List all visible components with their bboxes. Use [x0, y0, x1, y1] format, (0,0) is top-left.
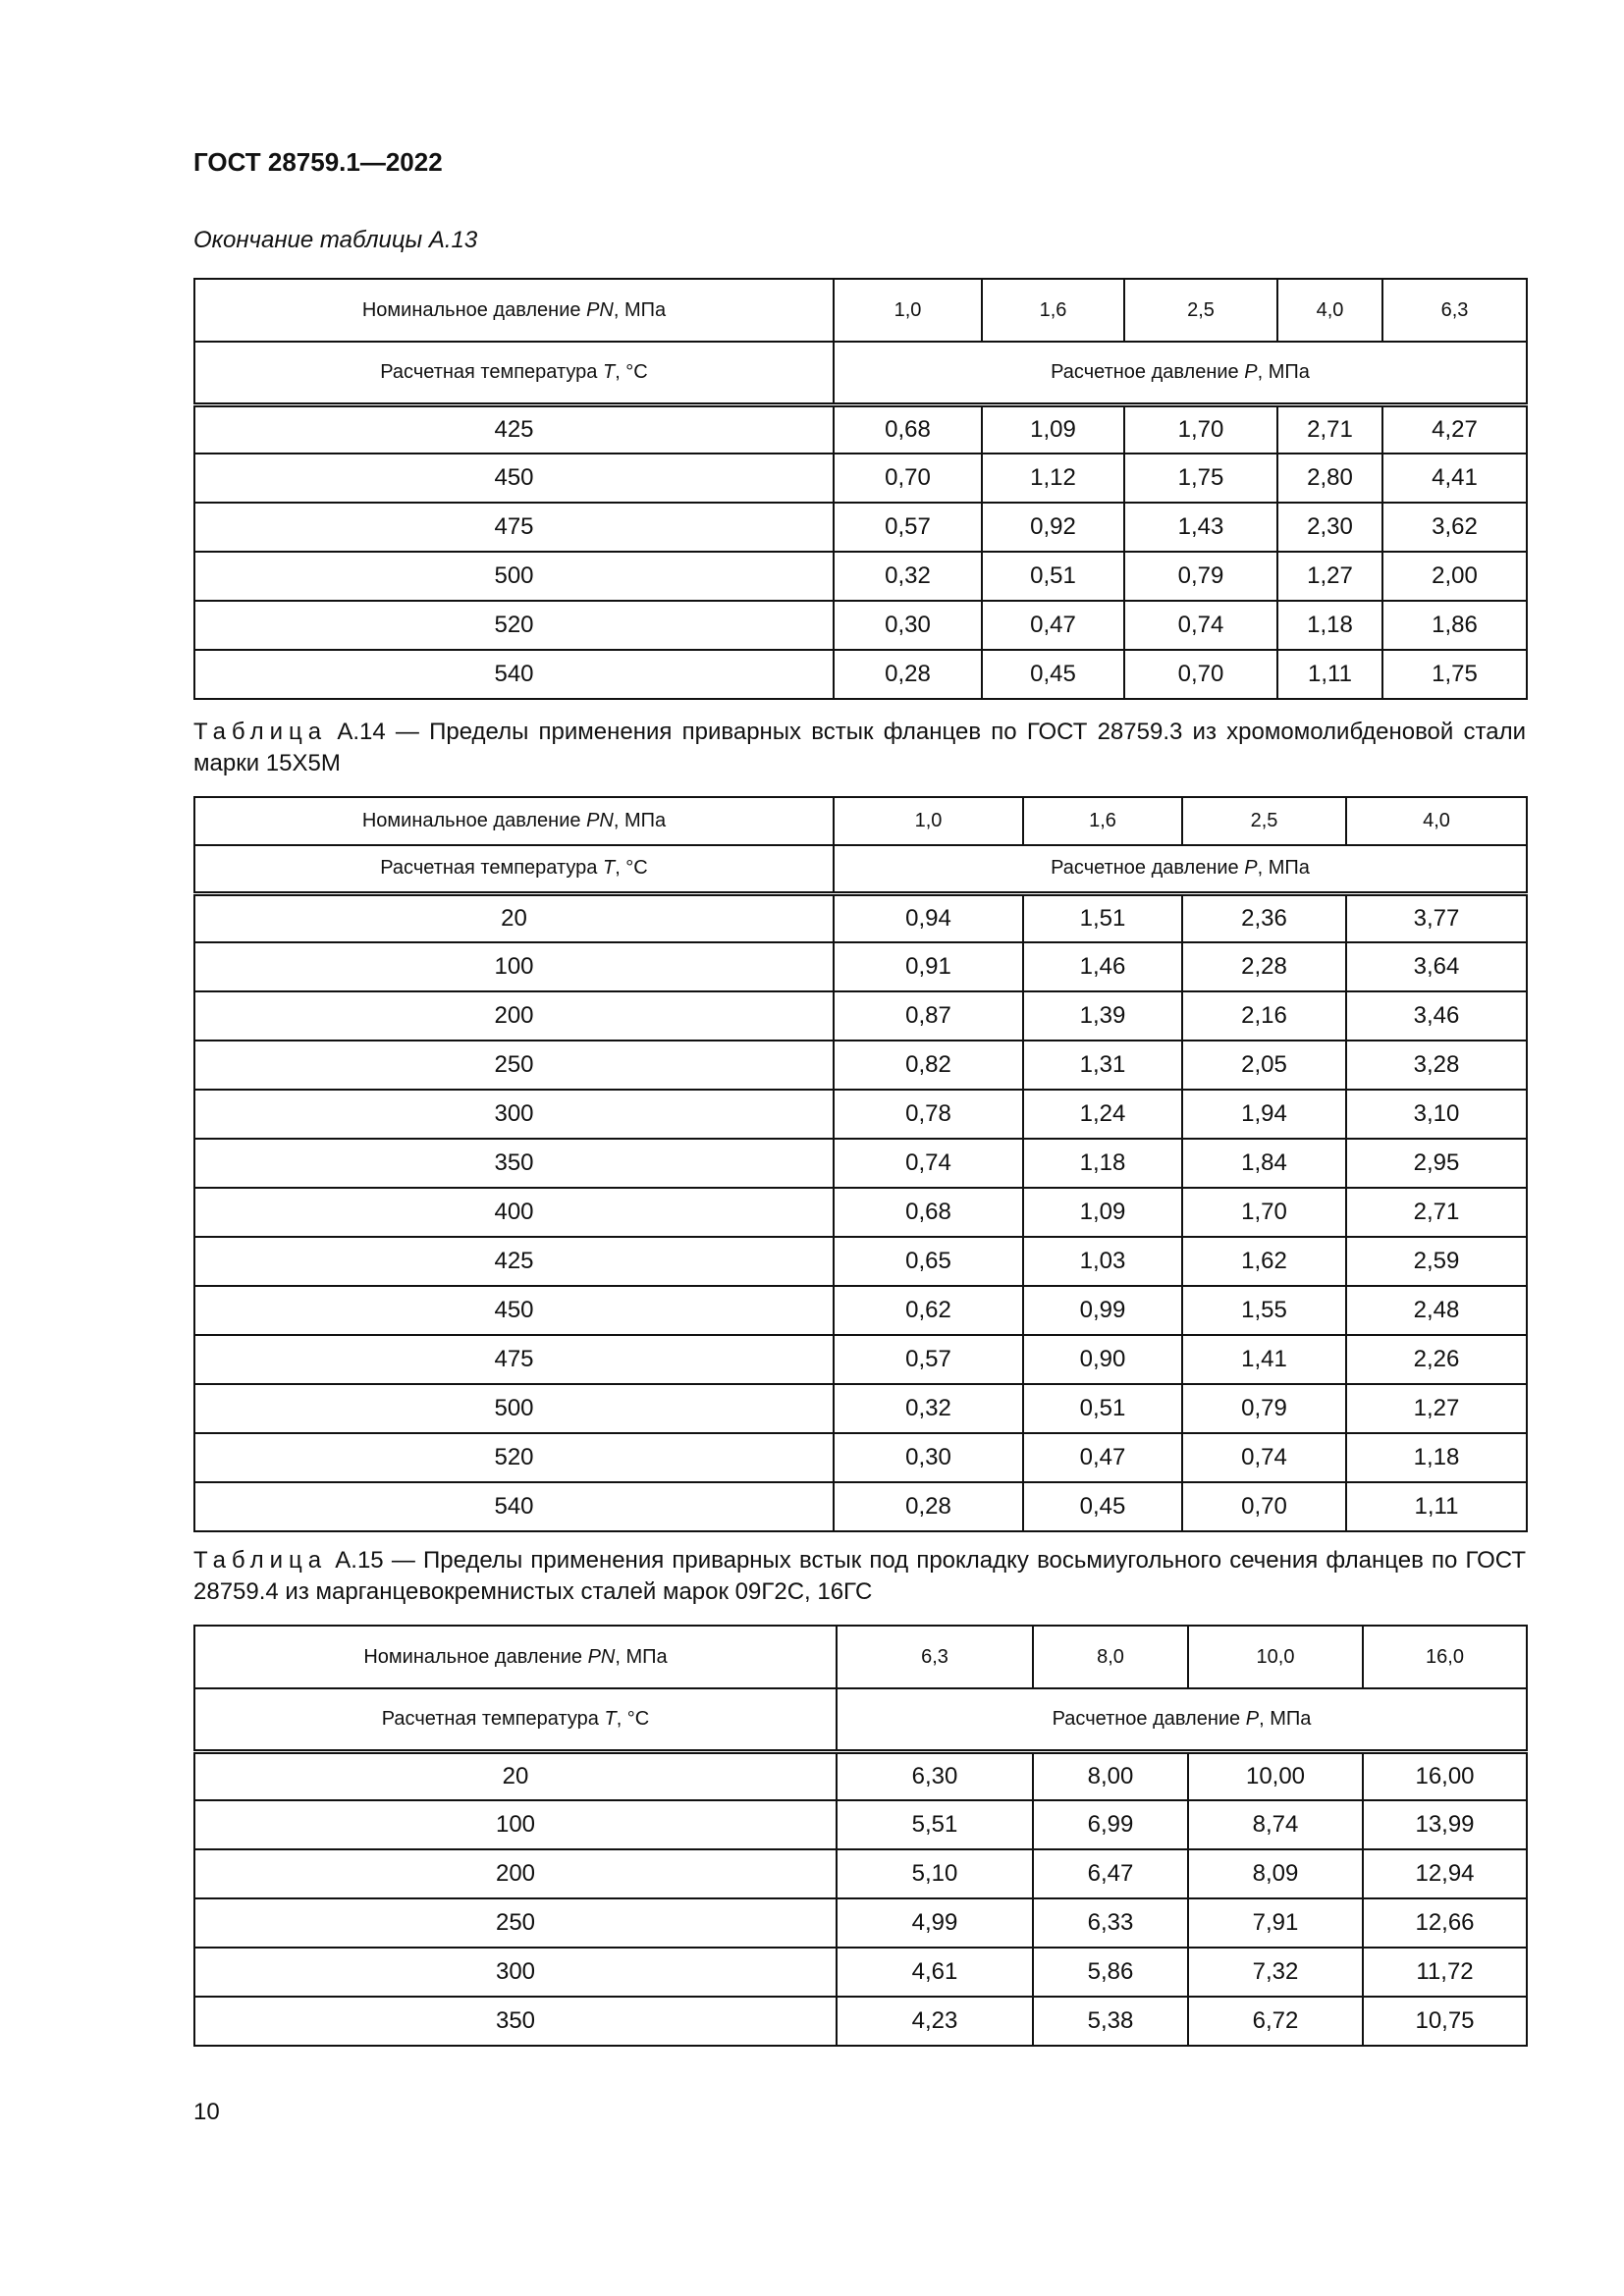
pressure-label-cell: Расчетное давление P, МПа: [834, 845, 1527, 893]
pressure-cell: 3,10: [1346, 1090, 1527, 1139]
pressure-cell: 2,71: [1346, 1188, 1527, 1237]
pressure-cell: 16,00: [1363, 1751, 1527, 1800]
pressure-cell: 0,74: [1124, 601, 1277, 650]
page-number: 10: [193, 2099, 220, 2125]
pressure-cell: 3,77: [1346, 893, 1527, 942]
pressure-cell: 2,16: [1182, 991, 1346, 1041]
pressure-cell: 10,75: [1363, 1997, 1527, 2046]
pressure-cell: 1,84: [1182, 1139, 1346, 1188]
table-row: [194, 650, 1527, 699]
temperature-cell: 200: [194, 1849, 837, 1898]
pressure-cell: 1,12: [982, 454, 1124, 503]
pn-value-cell: 1,0: [834, 797, 1023, 845]
table-row: [194, 601, 1527, 650]
pressure-cell: 12,66: [1363, 1898, 1527, 1948]
pressure-cell: 5,38: [1033, 1997, 1188, 2046]
document-code: ГОСТ 28759.1—2022: [193, 147, 443, 177]
pressure-cell: 1,18: [1023, 1139, 1182, 1188]
temperature-header-row: [194, 342, 1527, 404]
pressure-cell: 4,99: [837, 1898, 1033, 1948]
pressure-cell: 2,95: [1346, 1139, 1527, 1188]
pressure-cell: 1,09: [982, 404, 1124, 454]
table-row: [194, 1090, 1527, 1139]
pressure-cell: 0,74: [834, 1139, 1023, 1188]
temperature-cell: 540: [194, 1482, 834, 1531]
pressure-cell: 1,31: [1023, 1041, 1182, 1090]
temperature-cell: 100: [194, 1800, 837, 1849]
table-row: [194, 1751, 1527, 1800]
temperature-cell: 450: [194, 454, 834, 503]
pressure-cell: 0,65: [834, 1237, 1023, 1286]
table-row: [194, 1849, 1527, 1898]
pressure-cell: 8,09: [1188, 1849, 1363, 1898]
table-row: [194, 1188, 1527, 1237]
pressure-cell: 0,45: [982, 650, 1124, 699]
table-a14-caption: Таблица А.14 — Пределы применения приварных встык фланцев по ГОСТ 28759.3 из хромомолибденовой стали марки 15Х5М: [193, 719, 1526, 776]
pressure-cell: 0,30: [834, 1433, 1023, 1482]
temperature-cell: 500: [194, 1384, 834, 1433]
pressure-cell: 4,23: [837, 1997, 1033, 2046]
pressure-cell: 1,43: [1124, 503, 1277, 552]
pressure-cell: 2,30: [1277, 503, 1382, 552]
pressure-label-cell: Расчетное давление P, МПа: [834, 342, 1527, 404]
temperature-cell: 200: [194, 991, 834, 1041]
pressure-cell: 3,28: [1346, 1041, 1527, 1090]
pressure-cell: 0,32: [834, 1384, 1023, 1433]
pressure-cell: 6,99: [1033, 1800, 1188, 1849]
pn-value-cell: 1,6: [982, 279, 1124, 342]
pn-value-cell: 2,5: [1182, 797, 1346, 845]
pressure-cell: 0,90: [1023, 1335, 1182, 1384]
pressure-cell: 0,30: [834, 601, 982, 650]
pressure-cell: 4,61: [837, 1948, 1033, 1997]
pn-label-cell: Номинальное давление PN, МПа: [194, 797, 834, 845]
temperature-cell: 400: [194, 1188, 834, 1237]
pressure-cell: 0,78: [834, 1090, 1023, 1139]
pressure-cell: 0,91: [834, 942, 1023, 991]
pressure-cell: 1,27: [1277, 552, 1382, 601]
pressure-cell: 8,74: [1188, 1800, 1363, 1849]
temperature-header-row: [194, 1688, 1527, 1751]
pressure-cell: 0,68: [834, 1188, 1023, 1237]
pressure-cell: 1,75: [1382, 650, 1527, 699]
pressure-cell: 1,11: [1277, 650, 1382, 699]
pn-value-cell: 4,0: [1277, 279, 1382, 342]
pressure-cell: 1,55: [1182, 1286, 1346, 1335]
table-row: [194, 893, 1527, 942]
pressure-cell: 3,46: [1346, 991, 1527, 1041]
pn-label-cell: Номинальное давление PN, МПа: [194, 1626, 837, 1688]
pressure-cell: 1,46: [1023, 942, 1182, 991]
table-row: [194, 552, 1527, 601]
table-a13: [193, 278, 1528, 700]
pressure-cell: 6,33: [1033, 1898, 1188, 1948]
pressure-cell: 0,70: [1124, 650, 1277, 699]
pressure-cell: 2,48: [1346, 1286, 1527, 1335]
pressure-cell: 0,94: [834, 893, 1023, 942]
pressure-cell: 1,51: [1023, 893, 1182, 942]
temperature-label-cell: Расчетная температура T, °С: [194, 845, 834, 893]
pressure-cell: 1,70: [1124, 404, 1277, 454]
pressure-cell: 0,74: [1182, 1433, 1346, 1482]
temperature-cell: 475: [194, 1335, 834, 1384]
pn-header-row: [194, 279, 1527, 342]
temperature-cell: 350: [194, 1997, 837, 2046]
temperature-cell: 450: [194, 1286, 834, 1335]
pressure-cell: 11,72: [1363, 1948, 1527, 1997]
table-row: [194, 1997, 1527, 2046]
pressure-cell: 0,47: [1023, 1433, 1182, 1482]
pressure-cell: 1,11: [1346, 1482, 1527, 1531]
pressure-cell: 0,28: [834, 1482, 1023, 1531]
table-row: [194, 1237, 1527, 1286]
pressure-cell: 1,24: [1023, 1090, 1182, 1139]
table-row: [194, 404, 1527, 454]
pressure-cell: 0,92: [982, 503, 1124, 552]
temperature-header-row: [194, 845, 1527, 893]
pressure-cell: 5,86: [1033, 1948, 1188, 1997]
table-row: [194, 1384, 1527, 1433]
pressure-cell: 0,45: [1023, 1482, 1182, 1531]
table-row: [194, 1898, 1527, 1948]
pressure-cell: 7,91: [1188, 1898, 1363, 1948]
temperature-label-cell: Расчетная температура T, °С: [194, 1688, 837, 1751]
pressure-cell: 4,27: [1382, 404, 1527, 454]
table-a15: [193, 1625, 1528, 2047]
table-row: [194, 454, 1527, 503]
temperature-cell: 250: [194, 1898, 837, 1948]
pressure-cell: 8,00: [1033, 1751, 1188, 1800]
pressure-cell: 1,39: [1023, 991, 1182, 1041]
pressure-cell: 0,57: [834, 1335, 1023, 1384]
pressure-cell: 1,41: [1182, 1335, 1346, 1384]
pressure-cell: 3,62: [1382, 503, 1527, 552]
temperature-cell: 500: [194, 552, 834, 601]
pressure-cell: 2,00: [1382, 552, 1527, 601]
pressure-cell: 5,10: [837, 1849, 1033, 1898]
pressure-cell: 0,79: [1182, 1384, 1346, 1433]
pressure-cell: 0,82: [834, 1041, 1023, 1090]
pressure-cell: 0,28: [834, 650, 982, 699]
pressure-cell: 4,41: [1382, 454, 1527, 503]
pn-value-cell: 8,0: [1033, 1626, 1188, 1688]
pressure-cell: 1,70: [1182, 1188, 1346, 1237]
table-row: [194, 503, 1527, 552]
pressure-cell: 0,51: [1023, 1384, 1182, 1433]
table-row: [194, 1482, 1527, 1531]
pressure-cell: 1,86: [1382, 601, 1527, 650]
temperature-cell: 300: [194, 1090, 834, 1139]
pressure-cell: 0,87: [834, 991, 1023, 1041]
pressure-cell: 0,51: [982, 552, 1124, 601]
pressure-cell: 7,32: [1188, 1948, 1363, 1997]
pressure-cell: 5,51: [837, 1800, 1033, 1849]
pn-header-row: [194, 797, 1527, 845]
pressure-cell: 1,62: [1182, 1237, 1346, 1286]
table-a15-caption: Таблица А.15 — Пределы применения приварных встык под прокладку восьмиугольного сечения фланцев по ГОСТ 28759.4 из марганцевокремнистых сталей марок 09Г2С, 16ГС: [193, 1547, 1527, 1605]
pn-value-cell: 6,3: [837, 1626, 1033, 1688]
pressure-cell: 12,94: [1363, 1849, 1527, 1898]
table-row: [194, 1433, 1527, 1482]
pn-value-cell: 2,5: [1124, 279, 1277, 342]
temperature-cell: 20: [194, 893, 834, 942]
pressure-cell: 1,03: [1023, 1237, 1182, 1286]
temperature-cell: 425: [194, 1237, 834, 1286]
pressure-cell: 2,80: [1277, 454, 1382, 503]
pn-label-cell: Номинальное давление PN, МПа: [194, 279, 834, 342]
pressure-label-cell: Расчетное давление P, МПа: [837, 1688, 1527, 1751]
temperature-cell: 250: [194, 1041, 834, 1090]
temperature-cell: 425: [194, 404, 834, 454]
temperature-cell: 300: [194, 1948, 837, 1997]
pn-value-cell: 6,3: [1382, 279, 1527, 342]
pressure-cell: 0,79: [1124, 552, 1277, 601]
table-row: [194, 1041, 1527, 1090]
table-a13-caption: Окончание таблицы А.13: [193, 227, 478, 253]
pressure-cell: 0,70: [1182, 1482, 1346, 1531]
pressure-cell: 1,94: [1182, 1090, 1346, 1139]
pressure-cell: 3,64: [1346, 942, 1527, 991]
pressure-cell: 0,62: [834, 1286, 1023, 1335]
temperature-cell: 350: [194, 1139, 834, 1188]
pressure-cell: 2,26: [1346, 1335, 1527, 1384]
pressure-cell: 1,27: [1346, 1384, 1527, 1433]
pressure-cell: 2,59: [1346, 1237, 1527, 1286]
temperature-cell: 540: [194, 650, 834, 699]
table-row: [194, 1800, 1527, 1849]
pressure-cell: 0,70: [834, 454, 982, 503]
table-row: [194, 942, 1527, 991]
pressure-cell: 10,00: [1188, 1751, 1363, 1800]
pressure-cell: 2,05: [1182, 1041, 1346, 1090]
pressure-cell: 6,72: [1188, 1997, 1363, 2046]
pressure-cell: 1,75: [1124, 454, 1277, 503]
table-row: [194, 991, 1527, 1041]
temperature-cell: 520: [194, 601, 834, 650]
table-row: [194, 1948, 1527, 1997]
pn-header-row: [194, 1626, 1527, 1688]
temperature-label-cell: Расчетная температура T, °С: [194, 342, 834, 404]
temperature-cell: 20: [194, 1751, 837, 1800]
table-row: [194, 1286, 1527, 1335]
pressure-cell: 6,30: [837, 1751, 1033, 1800]
pressure-cell: 13,99: [1363, 1800, 1527, 1849]
pressure-cell: 2,28: [1182, 942, 1346, 991]
pressure-cell: 1,18: [1346, 1433, 1527, 1482]
table-a14: [193, 796, 1528, 1532]
pn-value-cell: 10,0: [1188, 1626, 1363, 1688]
pressure-cell: 6,47: [1033, 1849, 1188, 1898]
pressure-cell: 0,68: [834, 404, 982, 454]
pn-value-cell: 4,0: [1346, 797, 1527, 845]
pressure-cell: 0,32: [834, 552, 982, 601]
pressure-cell: 2,71: [1277, 404, 1382, 454]
pressure-cell: 2,36: [1182, 893, 1346, 942]
pn-value-cell: 16,0: [1363, 1626, 1527, 1688]
pressure-cell: 1,09: [1023, 1188, 1182, 1237]
temperature-cell: 100: [194, 942, 834, 991]
table-row: [194, 1335, 1527, 1384]
pressure-cell: 0,57: [834, 503, 982, 552]
table-row: [194, 1139, 1527, 1188]
pn-value-cell: 1,6: [1023, 797, 1182, 845]
temperature-cell: 520: [194, 1433, 834, 1482]
pressure-cell: 0,47: [982, 601, 1124, 650]
pressure-cell: 1,18: [1277, 601, 1382, 650]
pn-value-cell: 1,0: [834, 279, 982, 342]
pressure-cell: 0,99: [1023, 1286, 1182, 1335]
temperature-cell: 475: [194, 503, 834, 552]
